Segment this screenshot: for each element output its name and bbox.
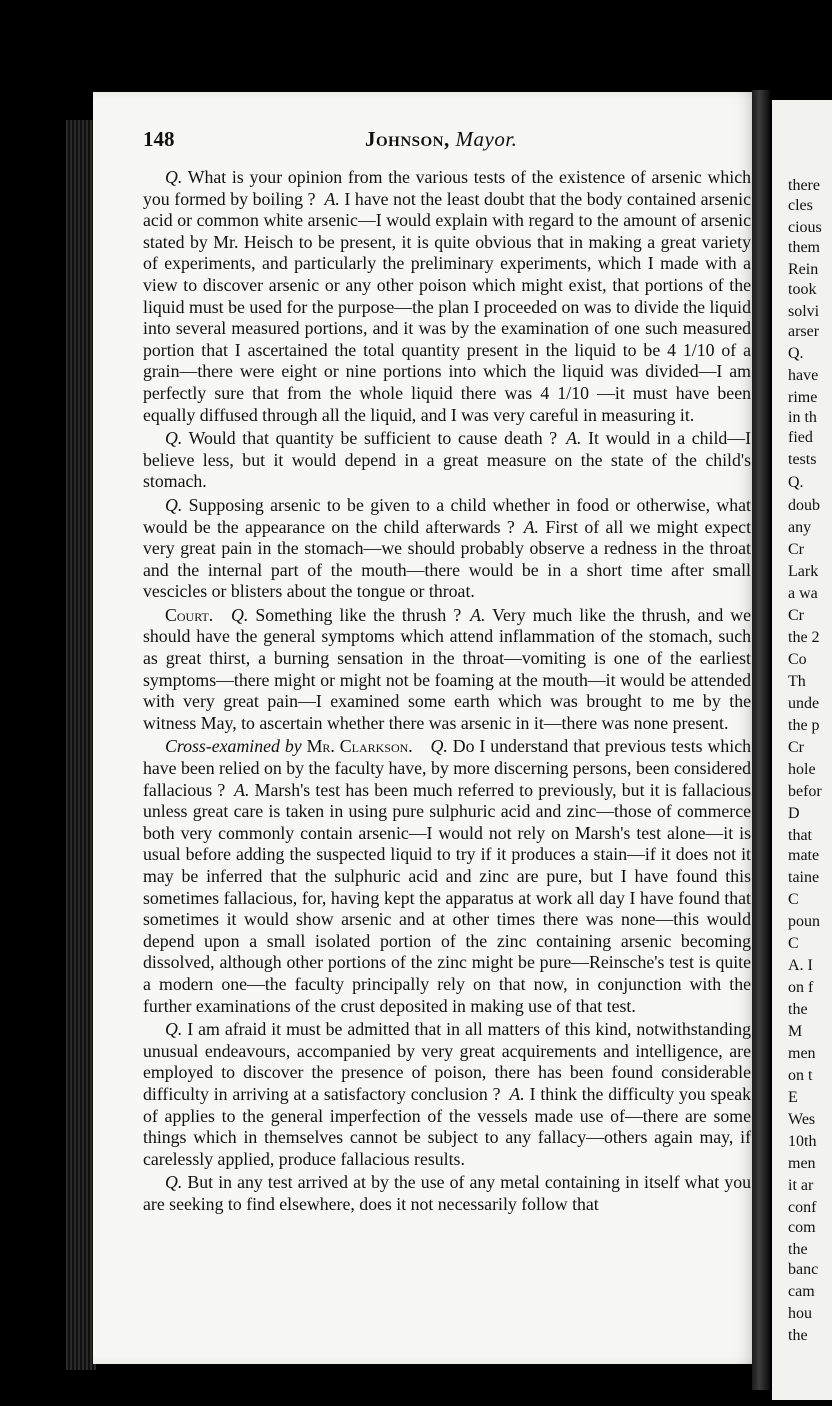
facing-page-fragment: poun	[788, 913, 820, 930]
facing-page-fragment: Lark	[788, 563, 819, 580]
answer-text: First of all we might expect very great pain in the stomach—we should probably observe a redness in the throat and the internal part of the mouth—there would be in a short time after small vescicles or blisters about the tongue or throat.	[143, 516, 752, 602]
facing-page-fragment: hou	[788, 1305, 812, 1322]
facing-page-fragment: Cr	[788, 607, 804, 624]
facing-page-fragment: taine	[788, 869, 820, 886]
facing-page-fragment: arser	[788, 323, 820, 340]
facing-page-fragment: men	[788, 1045, 816, 1062]
facing-page-fragment: any	[788, 519, 812, 536]
facing-page-fragment: Wes	[788, 1111, 816, 1128]
answer-marker: A.	[566, 428, 582, 449]
answer-text: It would in a child—I believe less, but it would depend in a great measure on the state of the child's stomach.	[143, 428, 752, 492]
answer-marker: A.	[470, 604, 486, 625]
paragraph	[143, 428, 751, 493]
answer-marker: A.	[234, 779, 250, 800]
facing-page-fragment: Co	[788, 651, 807, 668]
facing-page-fragment: the	[788, 1241, 808, 1258]
answer-text: I think the difficulty you speak of applies to the general imperfection of the vessels made use of—there are some things which in themselves cannot be subject to any fallacy—others again may, if carelessly applied, produce fallacious results.	[143, 1083, 751, 1169]
facing-page-fragment: the p	[788, 717, 820, 734]
facing-page-fragment: cam	[788, 1283, 815, 1300]
facing-page-fragment: there	[788, 177, 820, 194]
facing-page-fragment: the 2	[788, 629, 820, 646]
facing-page-fragment: solvi	[788, 303, 820, 320]
facing-page-fragment: the	[788, 1327, 808, 1344]
facing-page-fragment: rime	[788, 389, 818, 406]
facing-page-fragment: 10th	[788, 1133, 817, 1150]
answer-text: I have not the least doubt that the body contained arsenic acid or common white arsenic—I would explain with regard to the amount of arsenic stated by Mr. Heisch to be present, it is quite obvious that in making a great variety of experiments, and particularly the preliminary experiments, which I made with a view to discover arsenic or any other poison which might exist, that portions of the liquid must be used for the purpose—the plan I proceeded on was to divide the liquid into several measured portions, and it was by the examination of one such measured portion that I ascertained the total quantity present in the liquid to be 4 1/10 of a grain—there were eight or nine portions into which the liquid was divided—I am perfectly sure that from the whole liquid there was 4 1/10 —it must have been equally diffused through all the liquid, and I was very careful in measuring it.	[143, 188, 752, 425]
question-text: Do I understand that previous tests which have been relied on by the faculty have, by more discerning persons, been considered fallacious ?	[143, 736, 751, 800]
answer-text: Marsh's test has been much referred to previously, but it is fallacious unless great care is taken in using pure sulphuric acid and zinc—those of commerce both very commonly contain arsenic—I would not rely on Marsh's test alone—it is usual before adding the suspected liquid to try if it produces a stain—if it does not it may be inferred that the sulphuric acid and zinc are pure, but I have found this sometimes fallacious, for, having kept the apparatus at work all day I have found that sometimes it would show arsenic and at other times there was none—this would depend upon a small isolated portion of the zinc containing arsenic becoming dissolved, although other portions of the zinc might be pure—Reinsche's test is quite a modern one—the faculty principally rely on that now, in conjunction with the further examinations of the crust deposited in making use of that test.	[143, 779, 751, 1016]
paragraph	[143, 1019, 751, 1170]
question-marker: Q.	[430, 736, 448, 757]
facing-page-fragment: C	[788, 935, 799, 952]
facing-page-fragment: D	[788, 805, 800, 822]
answer-marker: A.	[509, 1083, 525, 1104]
facing-page-fragment: a wa	[788, 585, 818, 602]
question-marker: Q.	[165, 428, 183, 449]
answer-marker: A.	[324, 188, 340, 209]
paragraph	[143, 495, 751, 603]
body-text	[143, 167, 751, 1218]
facing-page-fragment: cles	[788, 197, 813, 214]
running-head-title: Mayor.	[455, 127, 518, 151]
facing-page-fragment: Cr	[788, 739, 804, 756]
facing-page-fragment: it ar	[788, 1177, 814, 1194]
question-text: What is your opinion from the various tests of the existence of arsenic which you formed by boiling ?	[143, 167, 751, 209]
page-number: 148	[143, 127, 175, 151]
question-marker: Q.	[165, 1172, 183, 1193]
facing-page-fragment: fied	[788, 429, 813, 446]
question-marker: Q.	[165, 1019, 183, 1040]
question-text: Supposing arsenic to be given to a child whether in food or otherwise, what would be the appearance on the child afterwards ?	[143, 494, 751, 537]
facing-page-fragment: the	[788, 1001, 808, 1018]
question-text: Would that quantity be sufficient to cause death ?	[188, 428, 558, 449]
facing-page-fragment: C	[788, 891, 799, 908]
page-header	[143, 127, 743, 157]
question-text: Something like the thrush ?	[255, 604, 462, 625]
question-marker: Q.	[165, 494, 183, 515]
paragraph	[143, 605, 751, 735]
facing-page	[772, 100, 832, 1400]
facing-page-fragment: men	[788, 1155, 816, 1172]
facing-page-fragment: hole	[788, 761, 816, 778]
facing-page-fragment: them	[788, 239, 820, 256]
facing-page-fragment: in th	[788, 409, 817, 426]
examination-label: Cross-examined by	[165, 736, 307, 757]
question-marker: Q.	[231, 604, 249, 625]
question-text: But in any test arrived at by the use of any metal containing in itself what you are seeking to find elsewhere, does it not necessarily follow that	[143, 1172, 751, 1214]
facing-page-fragment: com	[788, 1219, 816, 1236]
facing-page-fragment: have	[788, 367, 819, 384]
paragraph	[143, 167, 751, 426]
facing-page-fragment: cious	[788, 219, 822, 236]
facing-page-fragment: conf	[788, 1199, 817, 1216]
facing-page-fragment: Th	[788, 673, 806, 690]
facing-page-fragment: on f	[788, 979, 814, 996]
facing-page-fragment: mate	[788, 847, 820, 864]
paragraph	[143, 736, 751, 1017]
running-head	[365, 127, 517, 152]
facing-page-fragment: Q.	[788, 345, 804, 362]
facing-page-fragment: E	[788, 1089, 798, 1106]
facing-page-fragment: doub	[788, 497, 820, 514]
facing-page-fragment: banc	[788, 1261, 819, 1278]
question-text: I am afraid it must be admitted that in all matters of this kind, notwithstanding unusual endeavours, accompanied by very great acquirements and intelligence, are employed to discover the presence of poison, there has been found considerable difficulty in arriving at a satisfactory conclusion ?	[143, 1019, 751, 1104]
facing-page-fragment: Rein	[788, 261, 819, 278]
question-marker: Q.	[165, 167, 183, 187]
facing-page-fragment: befor	[788, 783, 822, 800]
paragraph	[143, 1172, 751, 1215]
examiner-name: Mr. Clarkson.	[306, 736, 413, 757]
page-edge-stack	[66, 120, 96, 1370]
facing-page-fragment: unde	[788, 695, 820, 712]
facing-page-fragment: that	[788, 827, 812, 844]
book-gutter	[752, 90, 770, 1390]
running-head-name: Johnson,	[365, 127, 450, 151]
answer-text: Very much like the thrush, and we should have the general symptoms which attend inflammation of the stomach, such as great thirst, a burning sensation in the throat—vomiting is one of the earliest symptoms—there might or might not be foaming at the mouth—it would be attended with very great pain—I examined some earth which was brought to me by the witness May, to ascertain whether there was arsenic in it—there was none present.	[143, 604, 751, 733]
facing-page-fragment: on t	[788, 1067, 813, 1084]
facing-page-fragment: took	[788, 281, 817, 298]
answer-marker: A.	[523, 516, 539, 537]
facing-page-fragment: Q.	[788, 474, 804, 491]
facing-page-fragment: A. I	[788, 957, 813, 974]
speaker-label: Court.	[165, 604, 214, 625]
facing-page-fragment: M	[788, 1023, 803, 1040]
facing-page-fragment: tests	[788, 451, 817, 468]
facing-page-fragment: Cr	[788, 541, 804, 558]
